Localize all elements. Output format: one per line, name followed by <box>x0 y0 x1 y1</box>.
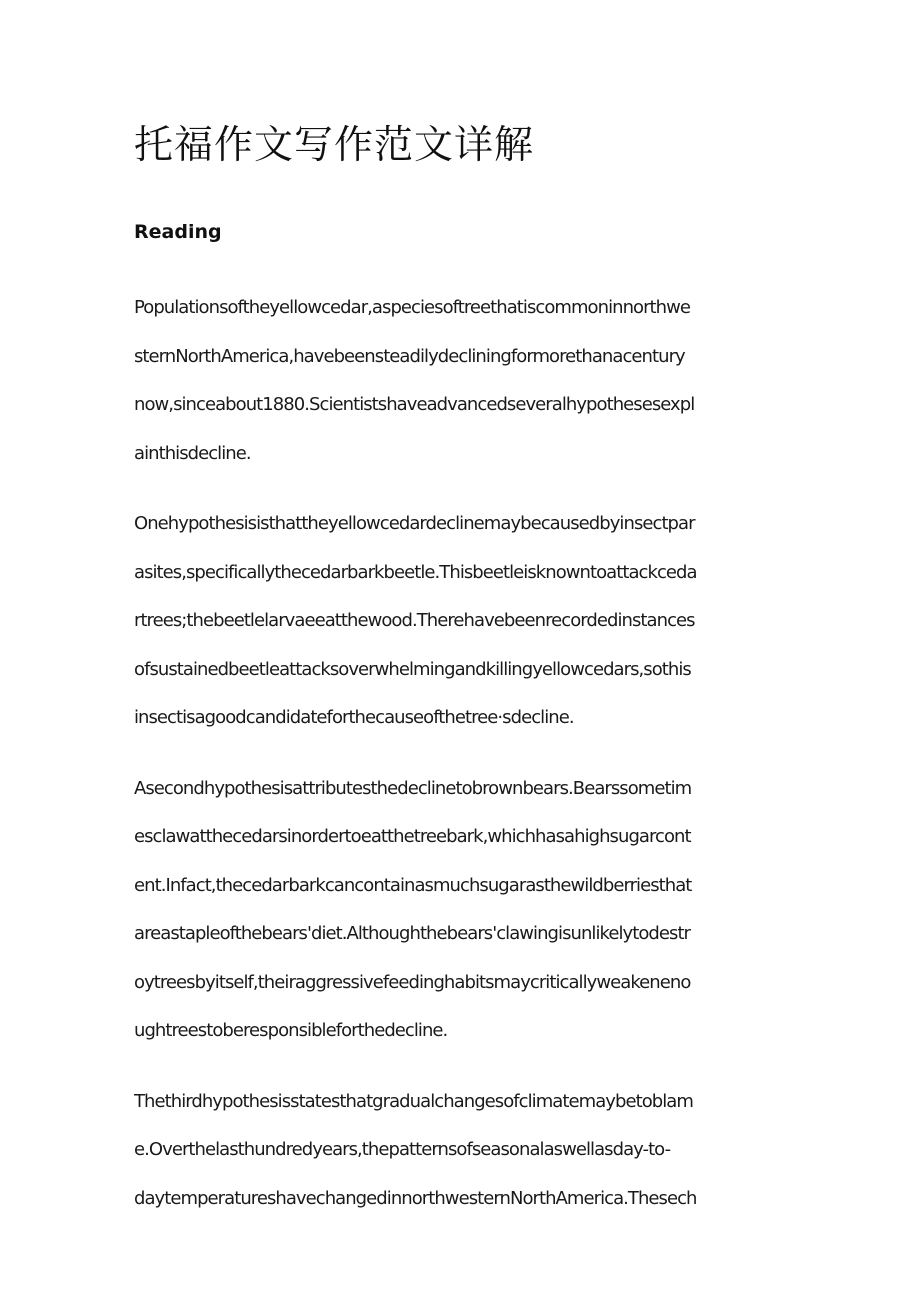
paragraph-line: areastapleofthebears'diet.Althoughthebears'clawingisunlikelytodestr <box>134 923 690 944</box>
paragraph-line: e.Overthelasthundredyears,thepatternsofseasonalaswellasday-to- <box>134 1139 671 1160</box>
paragraph-2 <box>134 500 788 743</box>
document-page <box>134 118 788 1223</box>
paragraph-line: oytreesbyitself,theiraggressivefeedinghabitsmaycriticallyweakeneno <box>134 971 691 993</box>
paragraph-line: sternNorthAmerica,havebeensteadilydecliningformorethanacentury <box>134 345 685 367</box>
section-heading-reading: Reading <box>134 221 222 243</box>
paragraph-line: now,sinceabout1880.Scientistshaveadvancedseveralhypothesesexpl <box>134 394 695 415</box>
paragraph-1 <box>134 284 788 478</box>
paragraph-line: esclawatthecedarsinordertoeatthetreebark,whichhasahighsugarcont <box>134 826 691 847</box>
paragraph-line: ofsustainedbeetleattacksoverwhelmingandkillingyellowcedars,sothis <box>134 658 691 680</box>
document-title: 托福作文写作范文详解 <box>134 123 535 168</box>
paragraph-line: asites,specificallythecedarbarkbeetle.Thisbeetleisknowntoattackceda <box>134 561 697 583</box>
paragraph-line: insectisagoodcandidateforthecauseofthetree·sdecline. <box>134 707 574 728</box>
paragraph-line: daytemperatureshavechangedinnorthwesternNorthAmerica.Thesech <box>134 1187 697 1209</box>
paragraph-4 <box>134 1078 788 1224</box>
paragraph-3 <box>134 765 788 1056</box>
paragraph-line: Asecondhypothesisattributesthedeclinetobrownbears.Bearssometim <box>134 777 692 799</box>
paragraph-line: Thethirdhypothesisstatesthatgradualchangesofclimatemaybetoblam <box>134 1090 693 1112</box>
paragraph-line: ughtreestoberesponsibleforthedecline. <box>134 1020 448 1041</box>
paragraph-line: ainthisdecline. <box>134 442 251 464</box>
paragraph-line: ent.Infact,thecedarbarkcancontainasmuchsugarasthewildberriesthat <box>134 874 692 896</box>
paragraph-line: Populationsoftheyellowcedar,aspeciesoftreethatiscommoninnorthwe <box>134 297 691 318</box>
paragraph-line: Onehypothesisisthattheyellowcedardeclinemaybecausedbyinsectpar <box>134 513 695 534</box>
paragraph-line: rtrees;thebeetlelarvaeeatthewood.Therehavebeenrecordedinstances <box>134 610 695 631</box>
